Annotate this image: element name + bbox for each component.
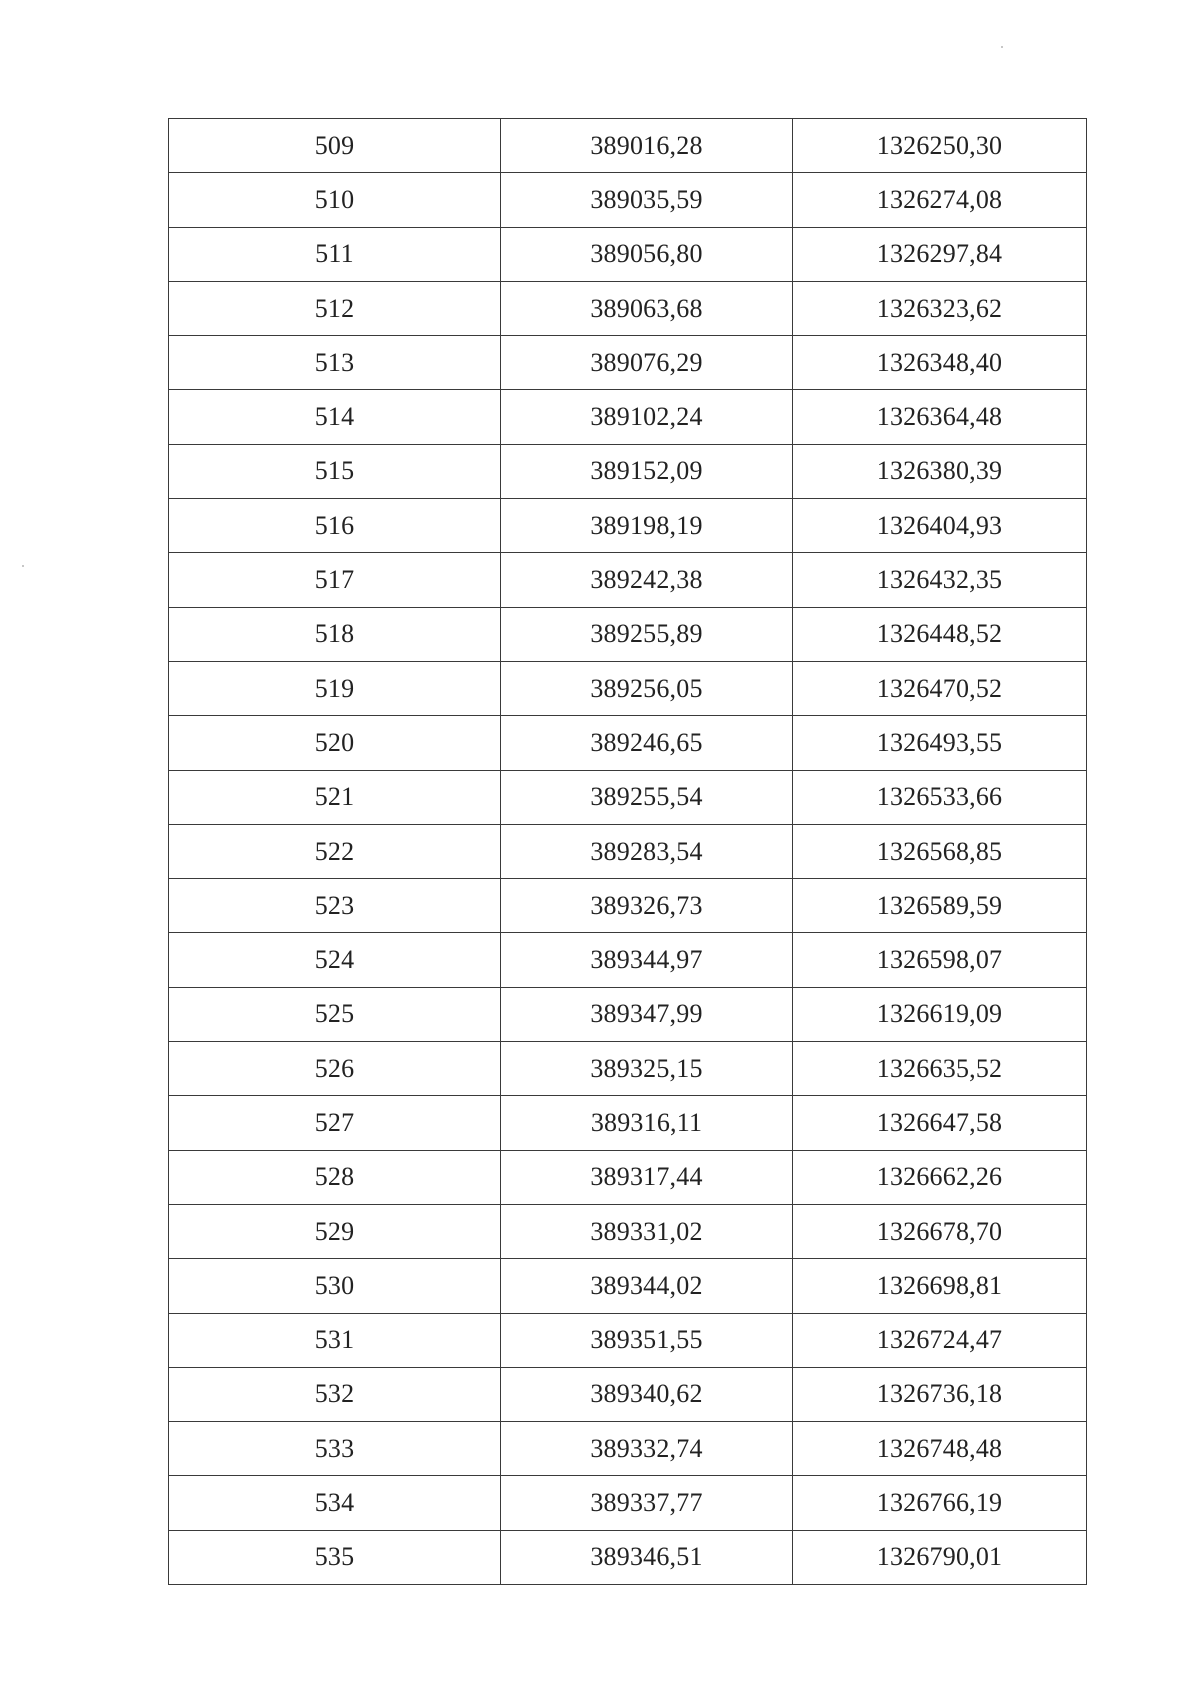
point-number-cell: 529 bbox=[169, 1204, 501, 1258]
x-coordinate-cell: 389346,51 bbox=[501, 1530, 793, 1584]
table-row bbox=[169, 987, 1087, 1041]
point-number-cell: 526 bbox=[169, 1042, 501, 1096]
coordinates-table-body bbox=[169, 119, 1087, 1585]
point-number-cell: 512 bbox=[169, 281, 501, 335]
y-coordinate-cell: 1326432,35 bbox=[793, 553, 1087, 607]
y-coordinate-cell: 1326790,01 bbox=[793, 1530, 1087, 1584]
y-coordinate-cell: 1326724,47 bbox=[793, 1313, 1087, 1367]
table-row bbox=[169, 1422, 1087, 1476]
point-number-cell: 513 bbox=[169, 336, 501, 390]
y-coordinate-cell: 1326364,48 bbox=[793, 390, 1087, 444]
y-coordinate-cell: 1326736,18 bbox=[793, 1367, 1087, 1421]
x-coordinate-cell: 389152,09 bbox=[501, 444, 793, 498]
y-coordinate-cell: 1326568,85 bbox=[793, 824, 1087, 878]
table-row bbox=[169, 716, 1087, 770]
x-coordinate-cell: 389283,54 bbox=[501, 824, 793, 878]
x-coordinate-cell: 389332,74 bbox=[501, 1422, 793, 1476]
point-number-cell: 530 bbox=[169, 1259, 501, 1313]
x-coordinate-cell: 389076,29 bbox=[501, 336, 793, 390]
table-row bbox=[169, 173, 1087, 227]
table-row bbox=[169, 770, 1087, 824]
table-row bbox=[169, 1042, 1087, 1096]
table-row bbox=[169, 933, 1087, 987]
y-coordinate-cell: 1326678,70 bbox=[793, 1204, 1087, 1258]
point-number-cell: 534 bbox=[169, 1476, 501, 1530]
point-number-cell: 522 bbox=[169, 824, 501, 878]
x-coordinate-cell: 389347,99 bbox=[501, 987, 793, 1041]
x-coordinate-cell: 389340,62 bbox=[501, 1367, 793, 1421]
y-coordinate-cell: 1326589,59 bbox=[793, 879, 1087, 933]
table-row bbox=[169, 553, 1087, 607]
point-number-cell: 535 bbox=[169, 1530, 501, 1584]
point-number-cell: 517 bbox=[169, 553, 501, 607]
table-row bbox=[169, 499, 1087, 553]
point-number-cell: 532 bbox=[169, 1367, 501, 1421]
table-row bbox=[169, 390, 1087, 444]
table-row bbox=[169, 1204, 1087, 1258]
point-number-cell: 514 bbox=[169, 390, 501, 444]
y-coordinate-cell: 1326297,84 bbox=[793, 227, 1087, 281]
y-coordinate-cell: 1326766,19 bbox=[793, 1476, 1087, 1530]
table-row bbox=[169, 444, 1087, 498]
x-coordinate-cell: 389255,89 bbox=[501, 607, 793, 661]
x-coordinate-cell: 389256,05 bbox=[501, 661, 793, 715]
table-row bbox=[169, 1313, 1087, 1367]
point-number-cell: 525 bbox=[169, 987, 501, 1041]
point-number-cell: 531 bbox=[169, 1313, 501, 1367]
scan-speck bbox=[22, 565, 24, 567]
y-coordinate-cell: 1326748,48 bbox=[793, 1422, 1087, 1476]
coordinates-table bbox=[168, 118, 1087, 1585]
y-coordinate-cell: 1326404,93 bbox=[793, 499, 1087, 553]
y-coordinate-cell: 1326698,81 bbox=[793, 1259, 1087, 1313]
table-row bbox=[169, 879, 1087, 933]
y-coordinate-cell: 1326274,08 bbox=[793, 173, 1087, 227]
table-row bbox=[169, 1367, 1087, 1421]
table-row bbox=[169, 1096, 1087, 1150]
point-number-cell: 511 bbox=[169, 227, 501, 281]
table-row bbox=[169, 1259, 1087, 1313]
point-number-cell: 528 bbox=[169, 1150, 501, 1204]
y-coordinate-cell: 1326348,40 bbox=[793, 336, 1087, 390]
x-coordinate-cell: 389035,59 bbox=[501, 173, 793, 227]
x-coordinate-cell: 389255,54 bbox=[501, 770, 793, 824]
y-coordinate-cell: 1326250,30 bbox=[793, 119, 1087, 173]
y-coordinate-cell: 1326635,52 bbox=[793, 1042, 1087, 1096]
x-coordinate-cell: 389056,80 bbox=[501, 227, 793, 281]
point-number-cell: 510 bbox=[169, 173, 501, 227]
x-coordinate-cell: 389337,77 bbox=[501, 1476, 793, 1530]
y-coordinate-cell: 1326533,66 bbox=[793, 770, 1087, 824]
y-coordinate-cell: 1326619,09 bbox=[793, 987, 1087, 1041]
x-coordinate-cell: 389246,65 bbox=[501, 716, 793, 770]
y-coordinate-cell: 1326323,62 bbox=[793, 281, 1087, 335]
y-coordinate-cell: 1326647,58 bbox=[793, 1096, 1087, 1150]
y-coordinate-cell: 1326493,55 bbox=[793, 716, 1087, 770]
x-coordinate-cell: 389344,02 bbox=[501, 1259, 793, 1313]
x-coordinate-cell: 389198,19 bbox=[501, 499, 793, 553]
point-number-cell: 509 bbox=[169, 119, 501, 173]
y-coordinate-cell: 1326470,52 bbox=[793, 661, 1087, 715]
table-row bbox=[169, 607, 1087, 661]
table-row bbox=[169, 227, 1087, 281]
table-row bbox=[169, 824, 1087, 878]
point-number-cell: 523 bbox=[169, 879, 501, 933]
table-row bbox=[169, 1530, 1087, 1584]
x-coordinate-cell: 389102,24 bbox=[501, 390, 793, 444]
point-number-cell: 533 bbox=[169, 1422, 501, 1476]
x-coordinate-cell: 389016,28 bbox=[501, 119, 793, 173]
table-row bbox=[169, 1476, 1087, 1530]
y-coordinate-cell: 1326380,39 bbox=[793, 444, 1087, 498]
scan-speck bbox=[1001, 46, 1003, 48]
point-number-cell: 518 bbox=[169, 607, 501, 661]
table-row bbox=[169, 1150, 1087, 1204]
point-number-cell: 516 bbox=[169, 499, 501, 553]
x-coordinate-cell: 389063,68 bbox=[501, 281, 793, 335]
table-row bbox=[169, 661, 1087, 715]
x-coordinate-cell: 389331,02 bbox=[501, 1204, 793, 1258]
y-coordinate-cell: 1326662,26 bbox=[793, 1150, 1087, 1204]
y-coordinate-cell: 1326598,07 bbox=[793, 933, 1087, 987]
point-number-cell: 524 bbox=[169, 933, 501, 987]
table-row bbox=[169, 281, 1087, 335]
point-number-cell: 527 bbox=[169, 1096, 501, 1150]
point-number-cell: 515 bbox=[169, 444, 501, 498]
x-coordinate-cell: 389316,11 bbox=[501, 1096, 793, 1150]
x-coordinate-cell: 389325,15 bbox=[501, 1042, 793, 1096]
x-coordinate-cell: 389317,44 bbox=[501, 1150, 793, 1204]
x-coordinate-cell: 389326,73 bbox=[501, 879, 793, 933]
x-coordinate-cell: 389344,97 bbox=[501, 933, 793, 987]
table-row bbox=[169, 119, 1087, 173]
point-number-cell: 519 bbox=[169, 661, 501, 715]
x-coordinate-cell: 389351,55 bbox=[501, 1313, 793, 1367]
x-coordinate-cell: 389242,38 bbox=[501, 553, 793, 607]
point-number-cell: 520 bbox=[169, 716, 501, 770]
table-row bbox=[169, 336, 1087, 390]
y-coordinate-cell: 1326448,52 bbox=[793, 607, 1087, 661]
point-number-cell: 521 bbox=[169, 770, 501, 824]
